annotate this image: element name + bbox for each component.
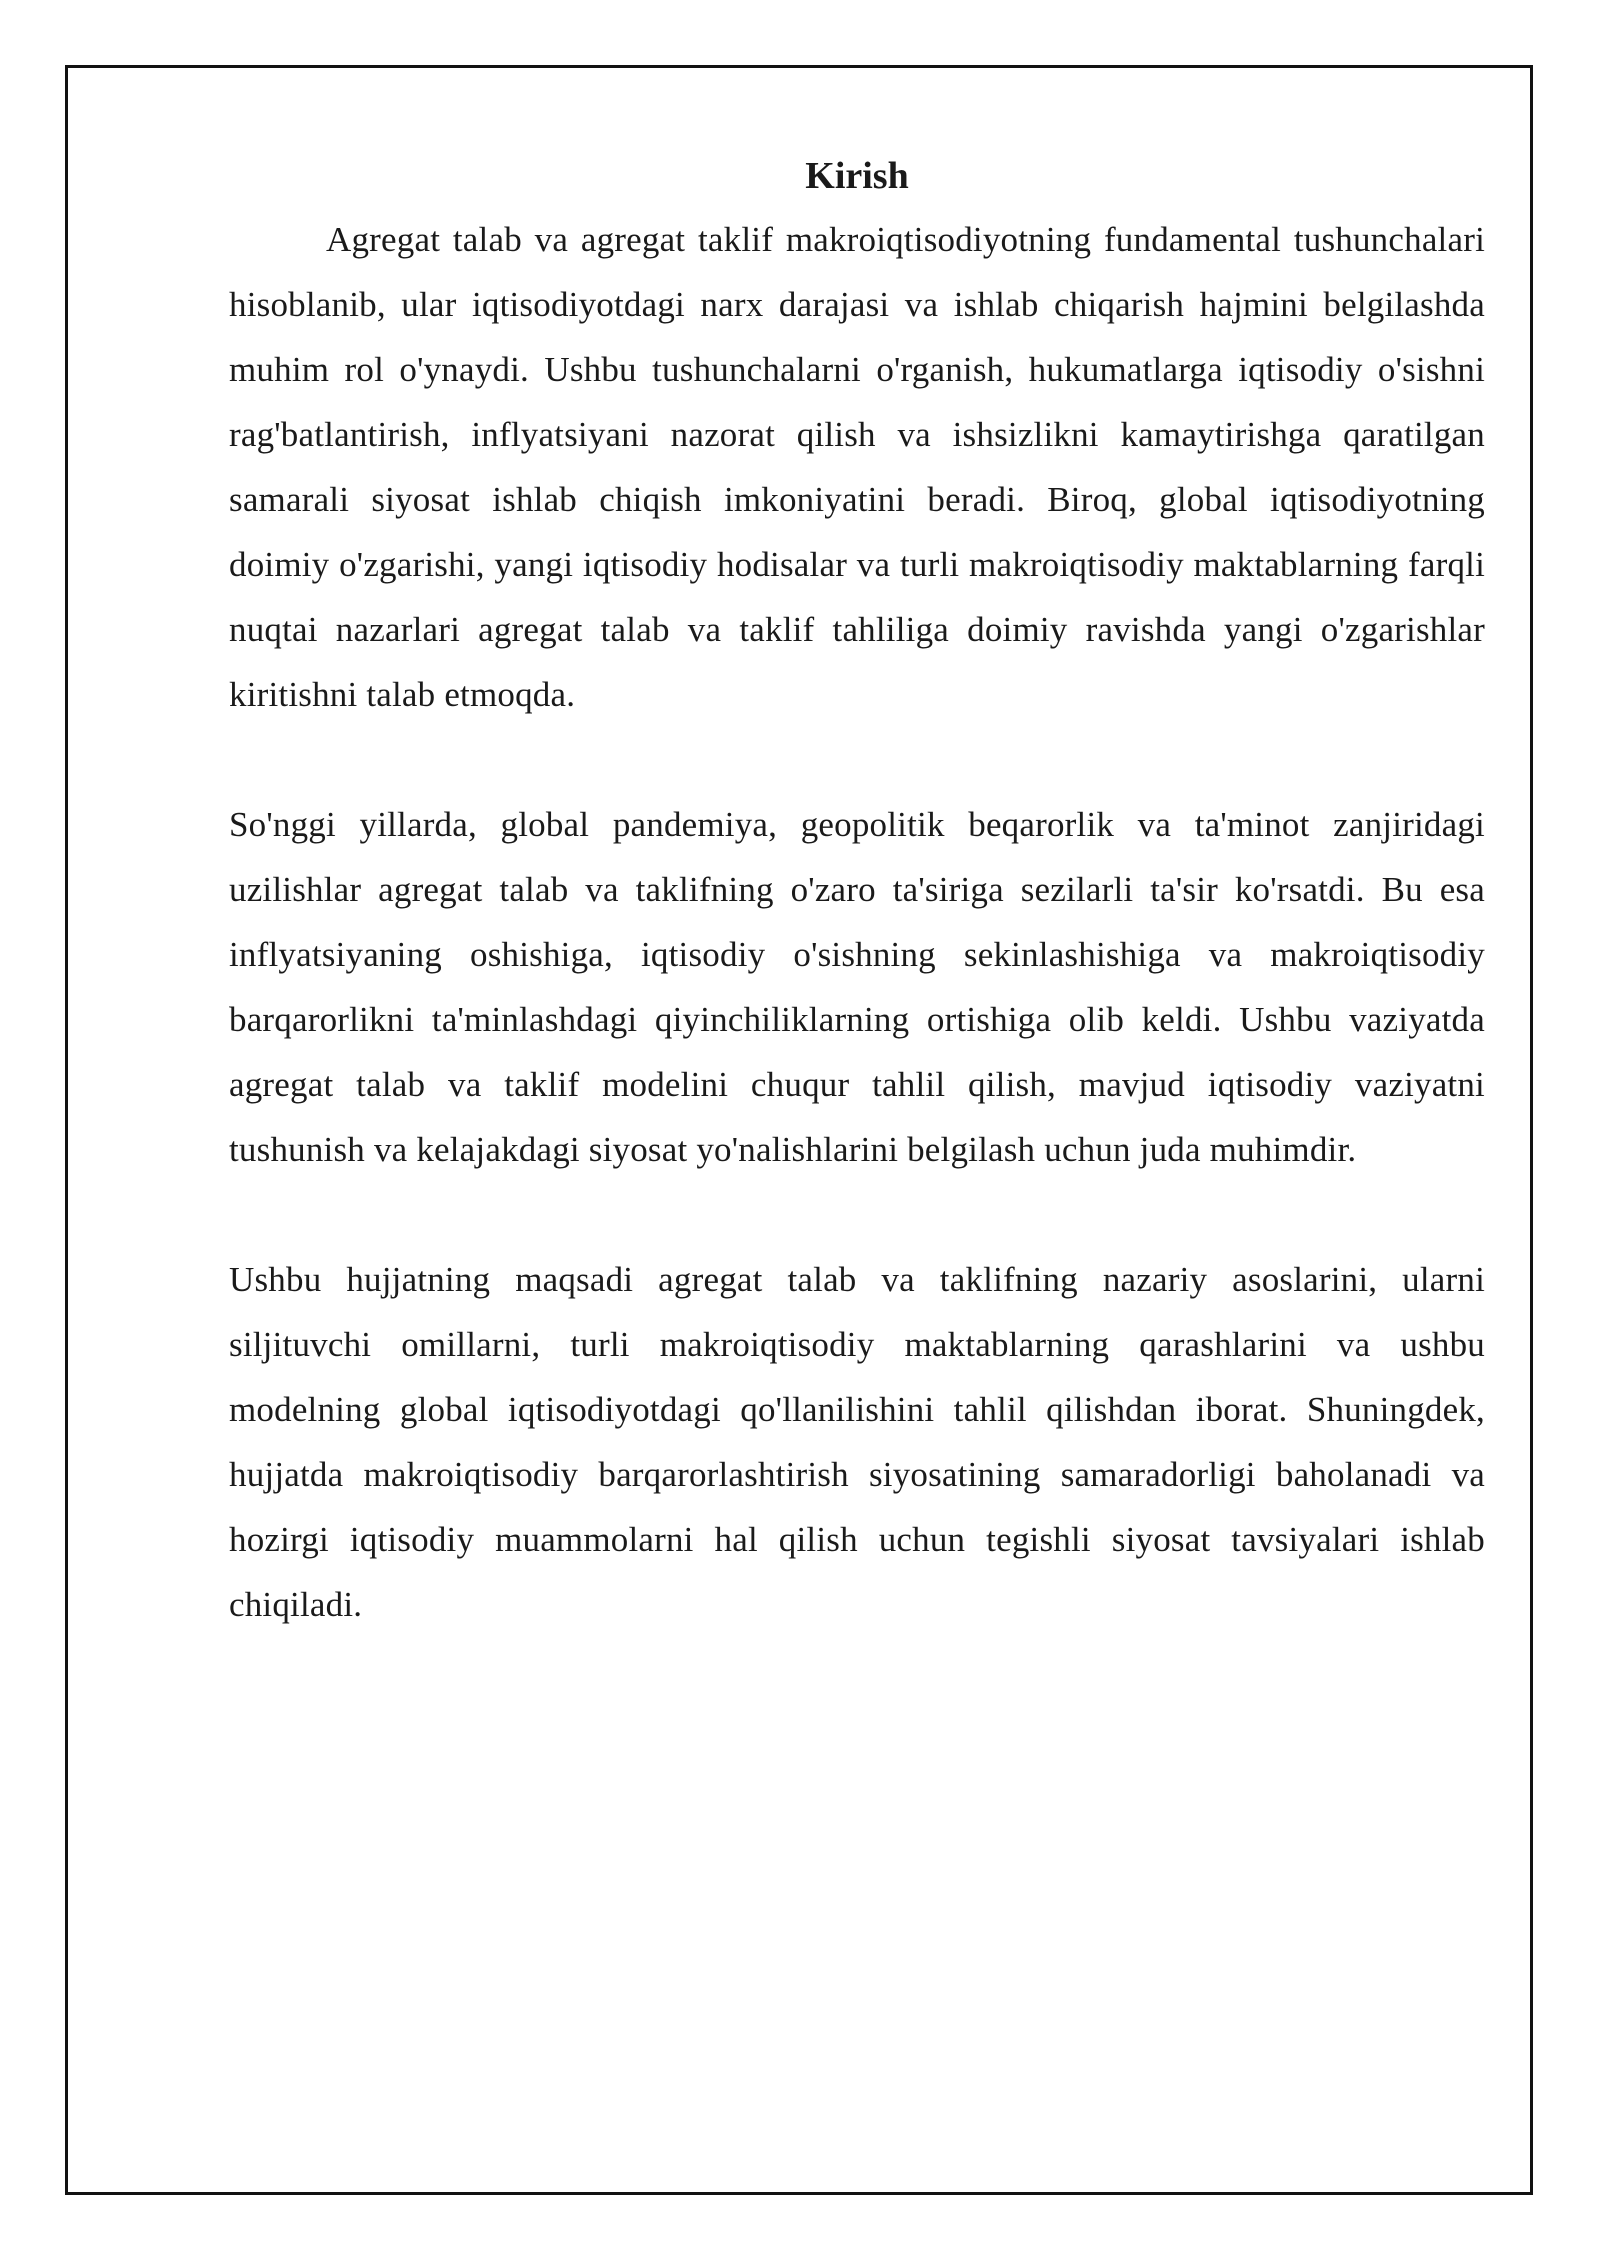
document-title: Kirish (805, 155, 909, 197)
paragraph-purpose: Ushbu hujjatning maqsadi agregat talab va taklifning nazariy asoslarini, ularni siljituvchi omillarni, turli makroiqtisodiy maktablarning qarashlarini va ushbu modelning global iqtisodiyotdagi qo'llanilishini tahlil qilishdan iborat. Shuningdek, hujjatda makroiqtisodiy barqarorlashtirish siyosatining samaradorligi baholanadi va hozirgi iqtisodiy muammolarni hal qilish uchun tegishli siyosat tavsiyalari ishlab chiqiladi. (229, 1260, 1485, 1624)
paragraph-spacer (229, 1182, 1485, 1247)
document-body (229, 145, 1485, 1637)
paragraph-spacer (229, 727, 1485, 792)
paragraph-intro: Agregat talab va agregat taklif makroiqtisodiyotning fundamental tushunchalari hisoblanib, ular iqtisodiyotdagi narx darajasi va ishlab chiqarish hajmini belgilashda muhim rol o'ynaydi. Ushbu tushunchalarni o'rganish, hukumatlarga iqtisodiy o'sishni rag'batlantirish, inflyatsiyani nazorat qilish va ishsizlikni kamaytirishga qaratilgan samarali siyosat ishlab chiqish imkoniyatini beradi. Biroq, global iqtisodiyotning doimiy o'zgarishi, yangi iqtisodiy hodisalar va turli makroiqtisodiy maktablarning farqli nuqtai nazarlari agregat talab va taklif tahliliga doimiy ravishda yangi o'zgarishlar kiritishni talab etmoqda. (229, 220, 1485, 714)
paragraph-recent-years: So'nggi yillarda, global pandemiya, geopolitik beqarorlik va ta'minot zanjiridagi uzilishlar agregat talab va taklifning o'zaro ta'siriga sezilarli ta'sir ko'rsatdi. Bu esa inflyatsiyaning oshishiga, iqtisodiy o'sishning sekinlashishiga va makroiqtisodiy barqarorlikni ta'minlashdagi qiyinchiliklarning ortishiga olib keldi. Ushbu vaziyatda agregat talab va taklif modelini chuqur tahlil qilish, mavjud iqtisodiy vaziyatni tushunish va kelajakdagi siyosat yo'nalishlarini belgilash uchun juda muhimdir. (229, 805, 1485, 1169)
